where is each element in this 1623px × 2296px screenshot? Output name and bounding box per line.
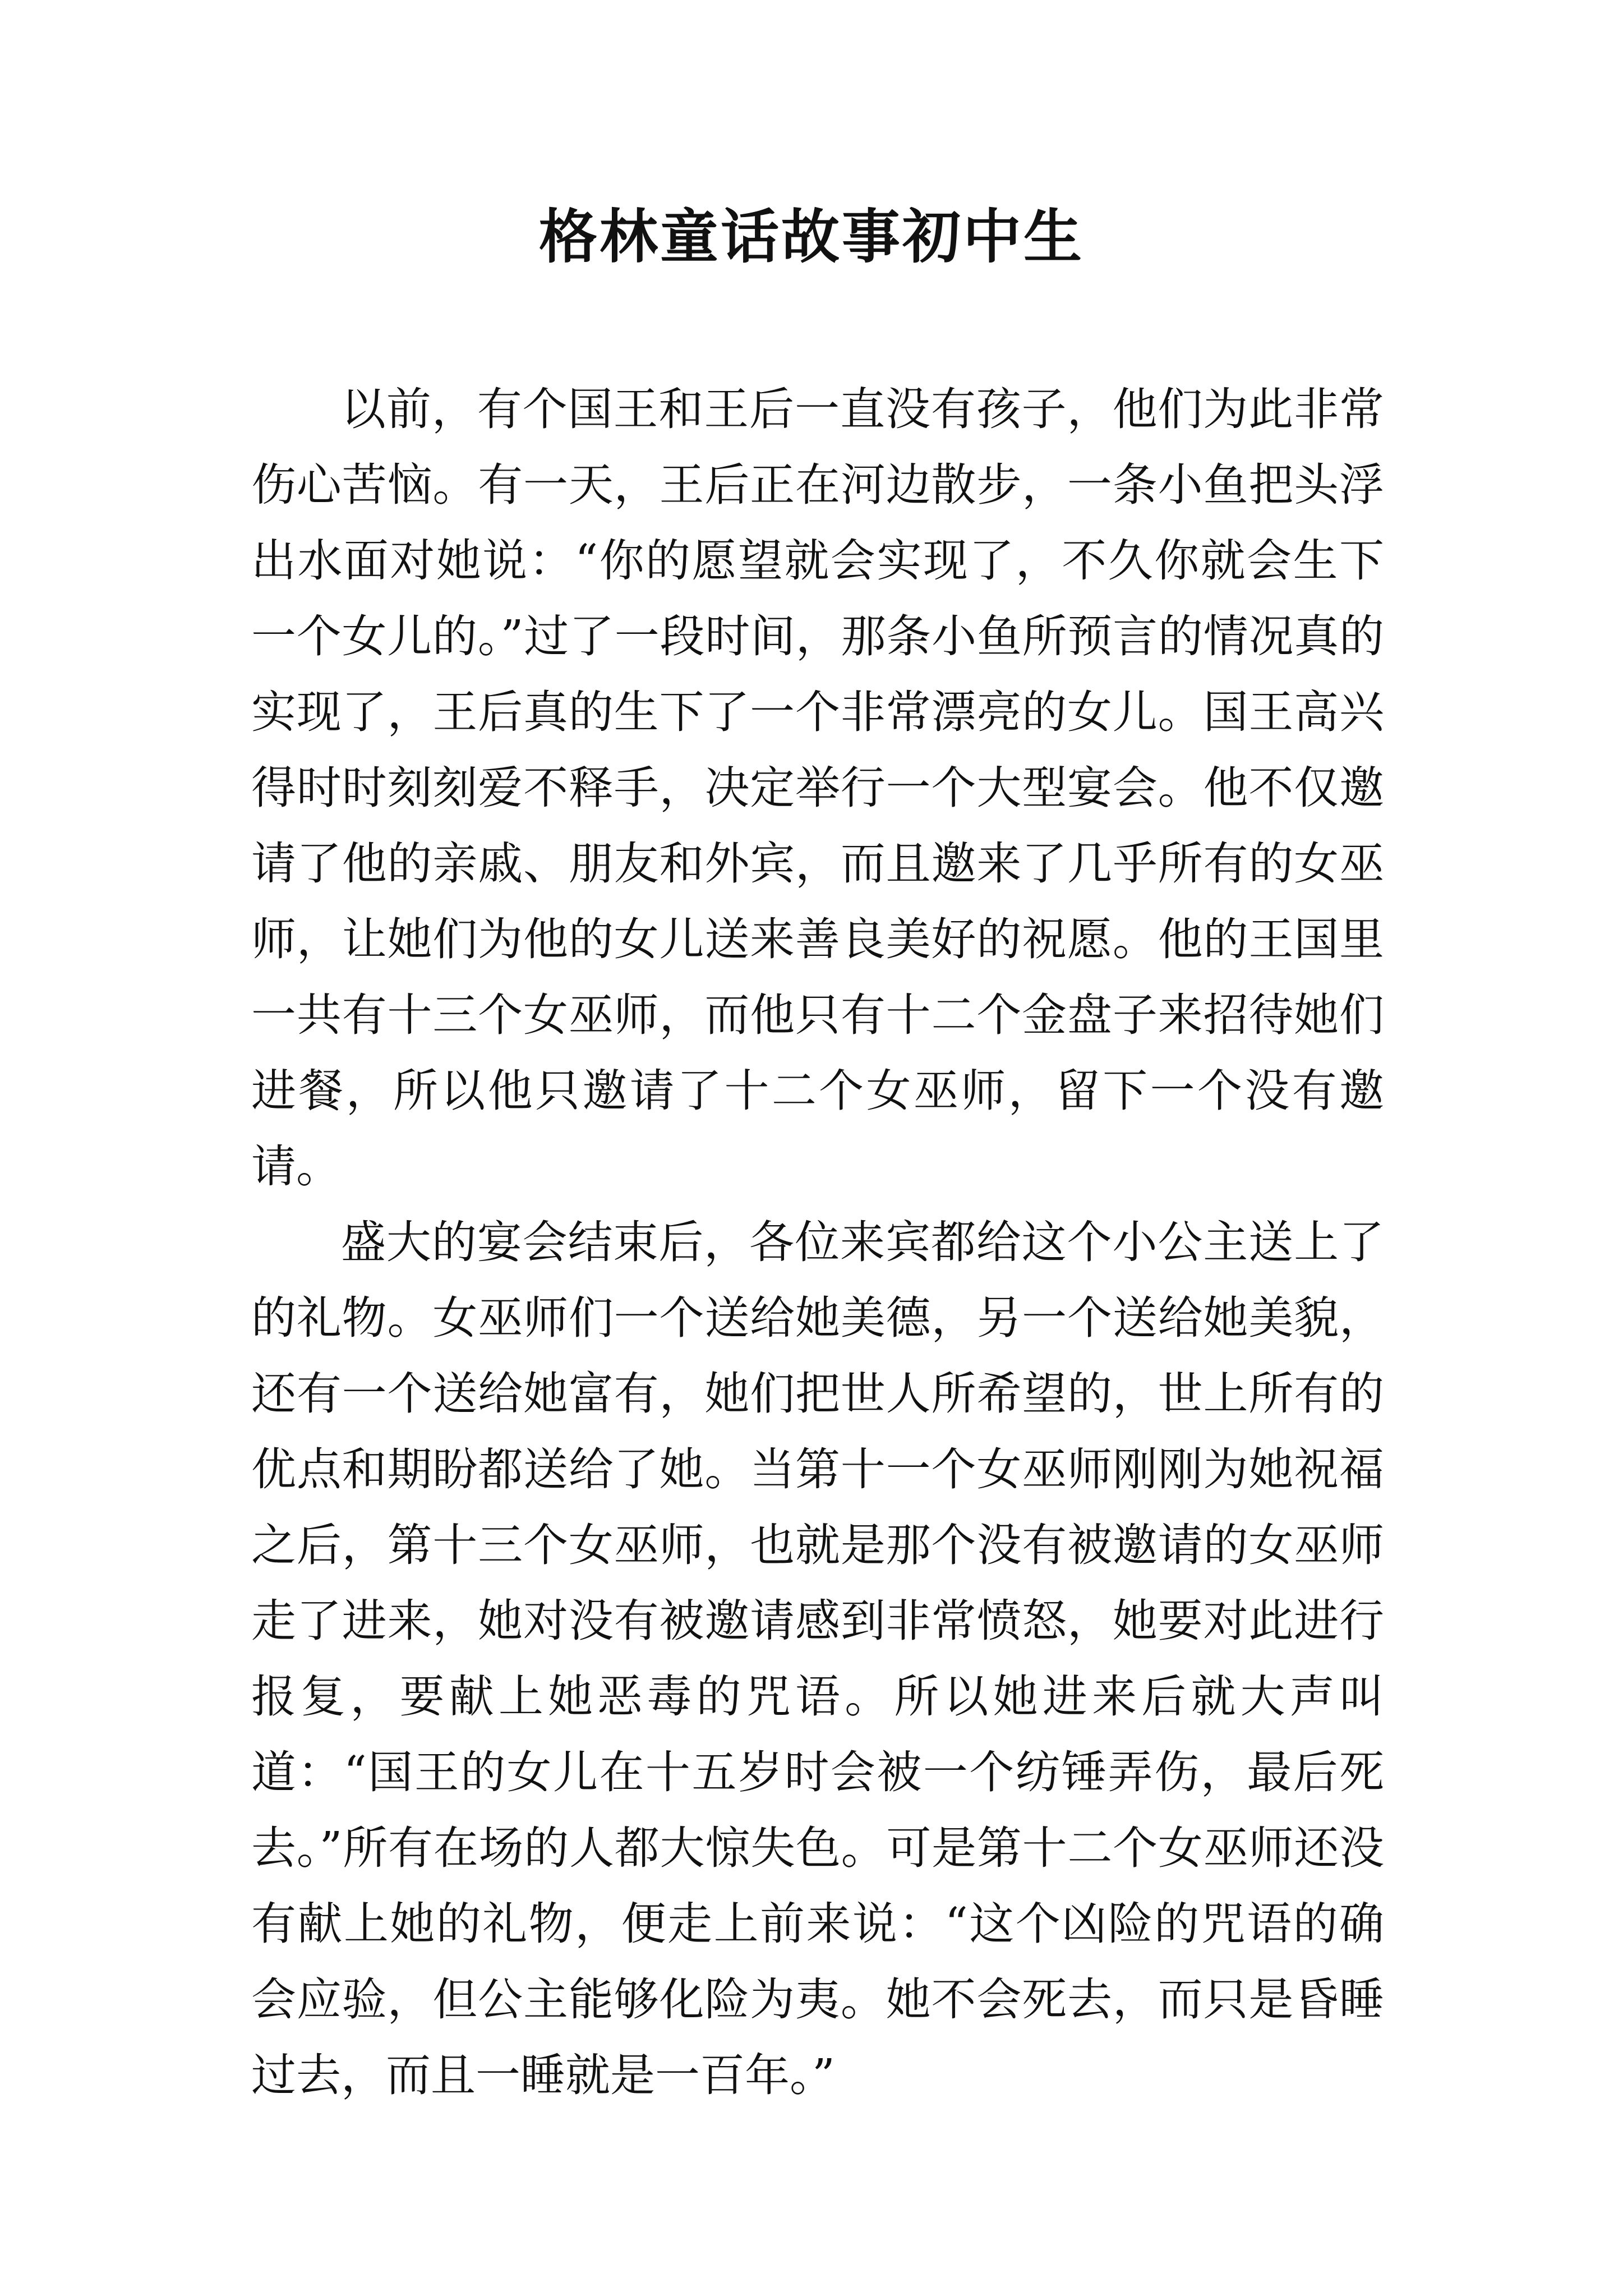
document-body [251, 371, 1384, 2113]
paragraph-1: 以前，有个国王和王后一直没有孩子，他们为此非常伤心苦恼。有一天，王后正在河边散步，一条小鱼把头浮出水面对她说：“你的愿望就会实现了，不久你就会生下一个女儿的。”过了一段时间，那条小鱼所预言的情况真的实现了，王后真的生下了一个非常漂亮的女儿。国王高兴得时时刻刻爱不释手，决定举行一个大型宴会。他不仅邀请了他的亲戚、朋友和外宾，而且邀来了几乎所有的女巫师，让她们为他的女儿送来善良美好的祝愿。他的王国里一共有十三个女巫师，而他只有十二个金盘子来招待她们进餐，所以他只邀请了十二个女巫师，留下一个没有邀请。 [251, 383, 1384, 1193]
paragraph-2: 盛大的宴会结束后，各位来宾都给这个小公主送上了的礼物。女巫师们一个送给她美德，另一个送给她美貌，还有一个送给她富有，她们把世人所希望的，世上所有的优点和期盼都送给了她。当第十一个女巫师刚刚为她祝福之后，第十三个女巫师，也就是那个没有被邀请的女巫师走了进来，她对没有被邀请感到非常愤怒，她要对此进行报复，要献上她恶毒的咒语。所以她进来后就大声叫道：“国王的女儿在十五岁时会被一个纺锤弄伤，最后死去。”所有在场的人都大惊失色。可是第十二个女巫师还没有献上她的礼物，便走上前来说：“这个凶险的咒语的确会应验，但公主能够化险为夷。她不会死去，而只是昏睡过去，而且一睡就是一百年。” [251, 1216, 1384, 2101]
document-title: 格林童话故事初中生 [538, 202, 1084, 271]
